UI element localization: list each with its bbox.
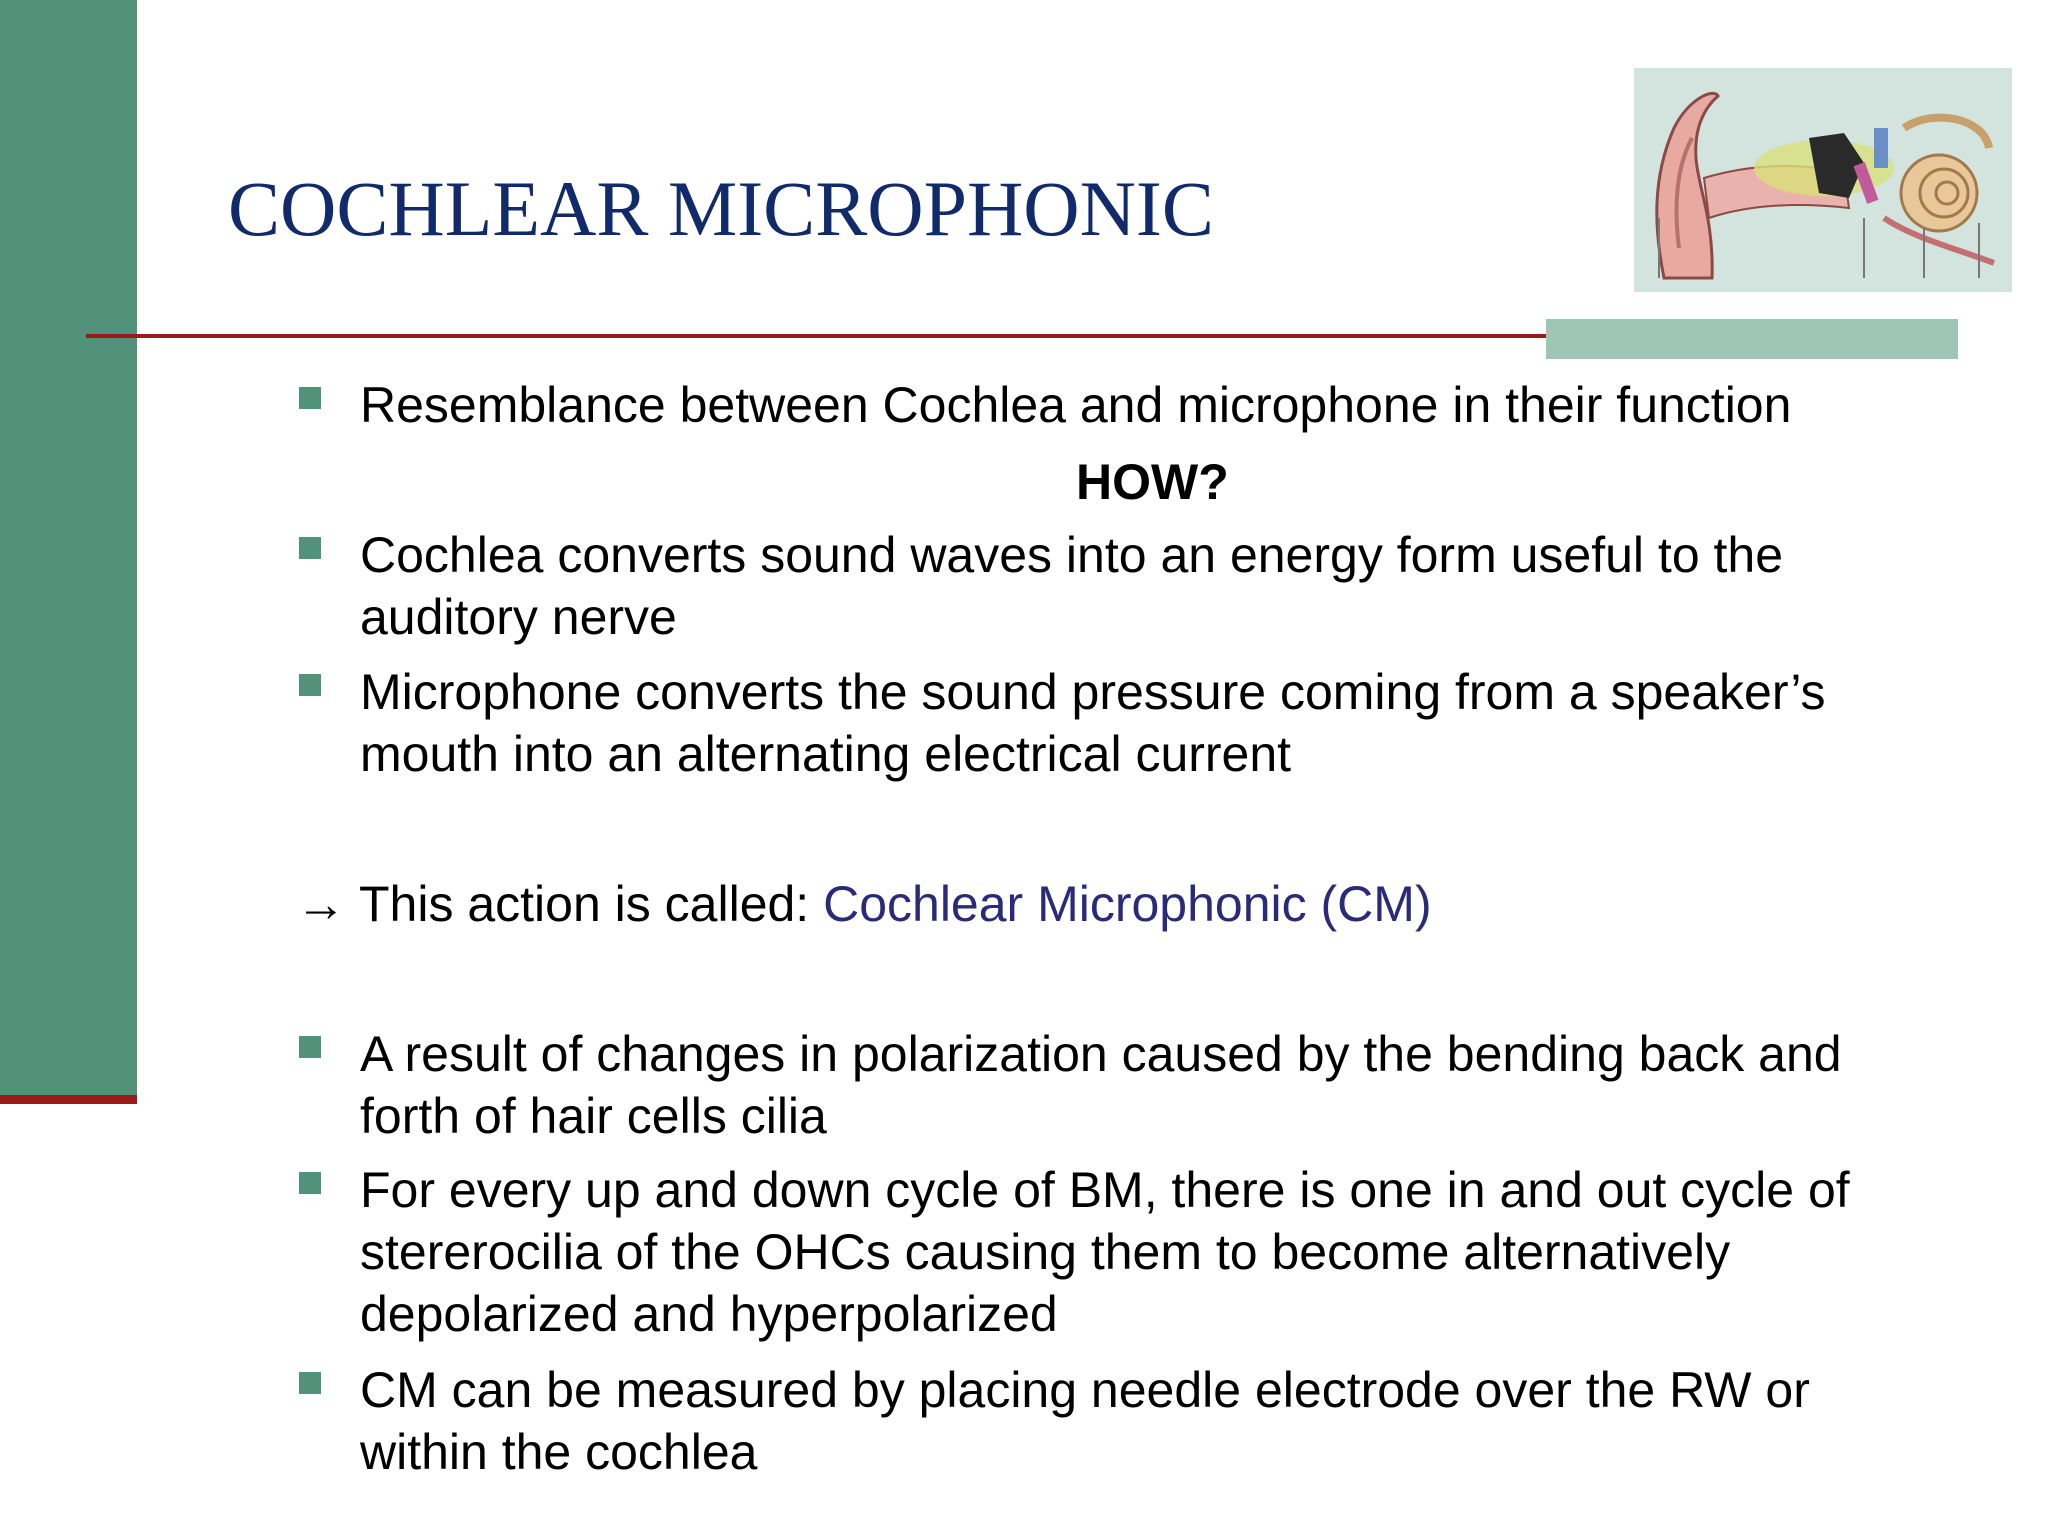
arrow-icon: → — [296, 876, 346, 932]
bullet-item: Microphone converts the sound pressure coming from a speaker’s mouth into an alternating electrical current — [360, 664, 1826, 782]
bullet-square-icon — [299, 674, 321, 696]
cochlear-microphonic-term: Cochlear Microphonic (CM) — [823, 876, 1432, 932]
how-label: HOW? — [1076, 454, 1229, 510]
bullet-item: A result of changes in polarization caused by the bending back and forth of hair cells cilia — [360, 1026, 1842, 1144]
slide-title: COCHLEAR MICROPHONIC — [228, 165, 1214, 252]
bullet-square-icon — [299, 1372, 321, 1394]
arrow-statement — [296, 873, 1432, 935]
arrow-statement-prefix: This action is called: — [359, 876, 824, 932]
bullet-square-icon — [299, 387, 321, 409]
bullet-item: Resemblance between Cochlea and microphone in their function — [360, 377, 1792, 433]
bullet-square-icon — [299, 537, 321, 559]
bullet-item: CM can be measured by placing needle electrode over the RW or within the cochlea — [360, 1362, 1810, 1480]
bullet-item: Cochlea converts sound waves into an energy form useful to the auditory nerve — [360, 527, 1784, 645]
bullet-square-icon — [299, 1036, 321, 1058]
bullet-item: For every up and down cycle of BM, there is one in and out cycle of stererocilia of the OHCs causing them to become alternatively depolarized and hyperpolarized — [360, 1162, 1850, 1342]
bullet-square-icon — [299, 1172, 321, 1194]
